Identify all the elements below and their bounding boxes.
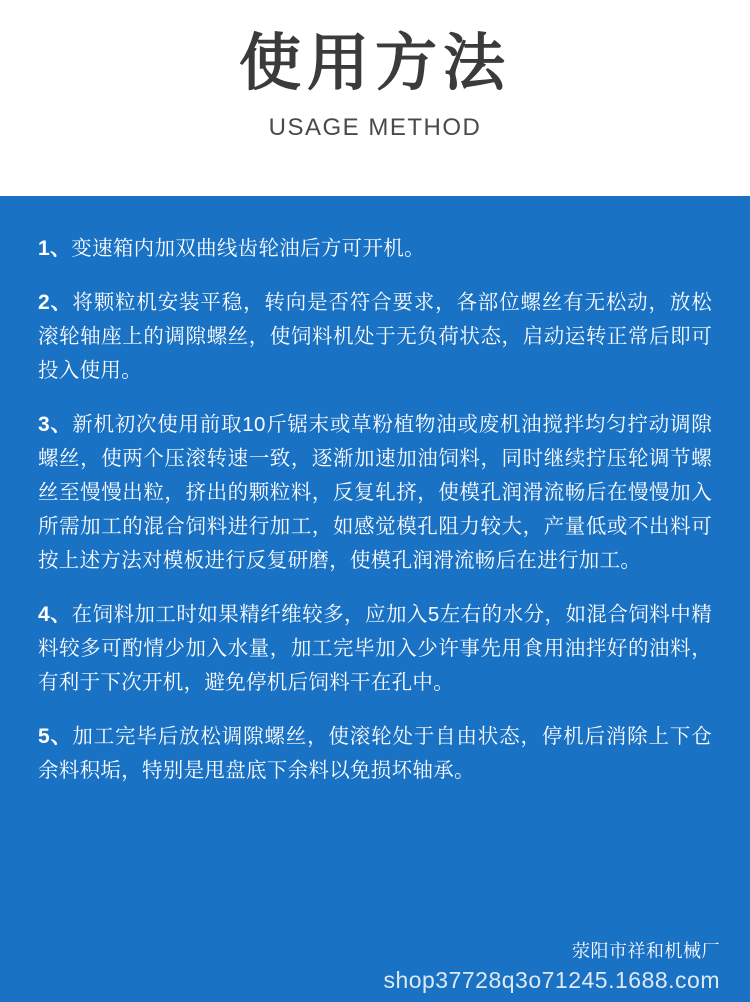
step-text: 将颗粒机安装平稳，转向是否符合要求，各部位螺丝有无松动，放松滚轮轴座上的调隙螺丝，使饲料机处于无负荷状态，启动运转正常后即可投入使用。 [38,291,712,382]
step-number: 2、 [38,291,73,314]
step-number: 1、 [38,237,72,260]
page-footer [383,937,720,994]
page-title: 使用方法 [238,26,511,99]
page-subtitle: USAGE METHOD [268,113,482,141]
instruction-step [38,720,712,788]
step-number: 4、 [38,603,72,626]
step-number: 3、 [38,413,73,436]
instruction-step [38,286,712,388]
instruction-step [38,232,712,266]
step-text: 变速箱内加双曲线齿轮油后方可开机。 [71,237,425,260]
shop-url: shop37728q3o71245.1688.com [383,967,720,993]
instruction-step [38,598,712,700]
step-text: 加工完毕后放松调隙螺丝，使滚轮处于自由状态，停机后消除上下仓余料积垢，特别是甩盘底下余料以免损坏轴承。 [38,725,712,782]
step-text: 新机初次使用前取10斤锯末或草粉植物油或废机油搅拌均匀拧动调隙螺丝，使两个压滚转速一致，逐渐加速加油饲料，同时继续拧压轮调节螺丝至慢慢出粒，挤出的颗粒料，反复轧挤，使模孔润滑流畅后在慢慢加入所需加工的混合饲料进行加工，如感觉模孔阻力较大，产量低或不出料可按上述方法对模板进行反复研磨，使模孔润滑流畅后在进行加工。 [38,413,713,572]
instruction-step [38,408,712,578]
step-text: 在饲料加工时如果精纤维较多，应加入5左右的水分，如混合饲料中精料较多可酌情少加入水量，加工完毕加入少许事先用食用油拌好的油料，有利于下次开机，避免停机后饲料干在孔中。 [38,603,712,694]
page-header [0,0,750,196]
step-number: 5、 [38,725,73,748]
instructions-panel [0,196,750,1002]
company-name: 荥阳市祥和机械厂 [572,941,720,961]
